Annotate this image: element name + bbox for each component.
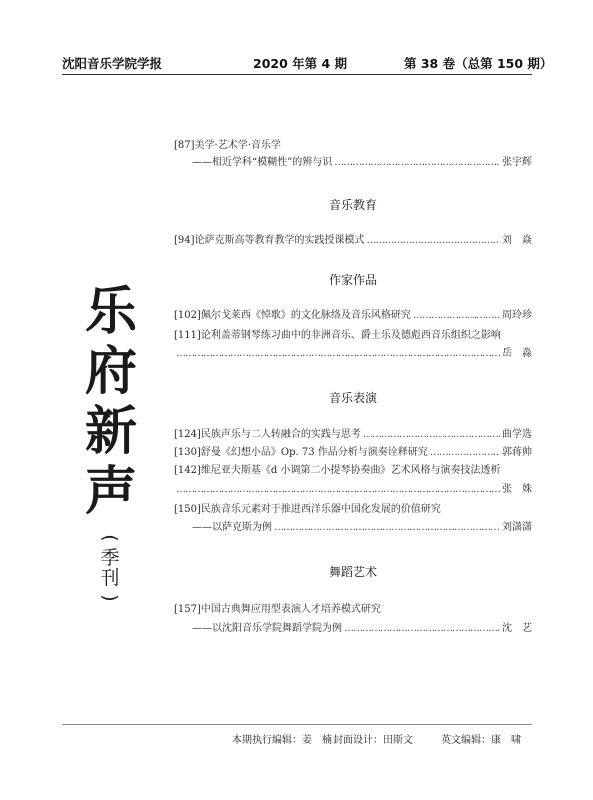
entry-subtitle: ——相近学科“模糊性”的辨与识 bbox=[192, 157, 333, 168]
header-rule bbox=[62, 74, 532, 75]
entry-title: 论萨克斯高等教育教学的实践授课模式 bbox=[194, 235, 365, 246]
section-heading: 音乐教育 bbox=[328, 198, 377, 212]
toc-entry[interactable] bbox=[174, 326, 532, 342]
vertical-title-char: 府 bbox=[84, 342, 137, 402]
toc-entry-continuation[interactable] bbox=[174, 344, 532, 360]
volume-label: 第 38 卷（总第 150 期） bbox=[404, 56, 553, 71]
entry-title: 维尼亚夫斯基《d 小调第二小提琴协奏曲》艺术风格与演奏技法透析 bbox=[200, 465, 501, 476]
entry-author: 周玲珍 bbox=[502, 310, 532, 321]
subtitle-char: 刊 bbox=[100, 567, 120, 589]
section-heading: 作家作品 bbox=[328, 273, 377, 287]
subtitle-char: 季 bbox=[100, 547, 120, 569]
leader-dots bbox=[334, 157, 500, 168]
entry-title: 民族声乐与二人转融合的实践与思考 bbox=[200, 429, 361, 440]
leader-dots bbox=[413, 310, 500, 321]
entry-subtitle: ——以沈阳音乐学院舞蹈学院为例 bbox=[192, 623, 342, 634]
entry-number: [102] bbox=[174, 310, 201, 321]
entry-title: 佩尔戈莱西《悼歌》的文化脉络及音乐风格研究 bbox=[200, 310, 411, 321]
toc-entry[interactable] bbox=[174, 500, 532, 516]
toc-entry-continuation[interactable] bbox=[174, 480, 532, 496]
entry-author: 张宇辉 bbox=[502, 157, 532, 168]
entry-author: 郭蒋帅 bbox=[502, 447, 532, 458]
entry-title: 论利盖蒂钢琴练习曲中的非洲音乐、爵士乐及德彪西音乐组织之影响 bbox=[200, 330, 501, 341]
toc-entry[interactable] bbox=[174, 306, 532, 322]
toc-entry[interactable] bbox=[174, 461, 532, 477]
leader-dots bbox=[274, 522, 500, 533]
entry-number: [130] bbox=[174, 447, 201, 458]
leader-dots bbox=[367, 235, 500, 246]
cover-design-credit: 封面设计：田斯文 bbox=[333, 735, 413, 746]
entry-author: 岳 淼 bbox=[502, 348, 532, 359]
english-editor-credit: 英文编辑：康 啸 bbox=[441, 735, 521, 746]
vertical-title-char: 声 bbox=[84, 462, 137, 522]
leader-dots bbox=[344, 623, 500, 634]
leader-dots bbox=[430, 447, 500, 458]
entry-author: 刘潇潇 bbox=[502, 522, 532, 533]
toc-entry-continuation[interactable] bbox=[174, 153, 532, 169]
section-heading: 舞蹈艺术 bbox=[328, 565, 377, 579]
entry-title: 中国古典舞应用型表演人才培养模式研究 bbox=[200, 604, 381, 615]
entry-author: 沈 艺 bbox=[502, 623, 532, 634]
entry-number: [87] bbox=[174, 140, 195, 151]
toc-entry[interactable] bbox=[174, 443, 532, 459]
vertical-subtitle bbox=[90, 528, 130, 608]
entry-number: [124] bbox=[174, 429, 201, 440]
subtitle-paren-open: ( bbox=[99, 534, 121, 542]
entry-number: [94] bbox=[174, 235, 195, 246]
toc-entry[interactable] bbox=[174, 425, 532, 441]
issue-label: 2020 年第 4 期 bbox=[253, 56, 348, 71]
leader-dots bbox=[363, 429, 500, 440]
entry-author: 刘 焱 bbox=[502, 235, 532, 246]
entry-subtitle: ——以萨克斯为例 bbox=[192, 522, 272, 533]
journal-name: 沈阳音乐学院学报 bbox=[62, 56, 163, 71]
footer-rule bbox=[62, 724, 532, 725]
toc-entry[interactable] bbox=[174, 600, 532, 616]
entry-number: [142] bbox=[174, 465, 201, 476]
toc-entry[interactable] bbox=[174, 136, 532, 152]
leader-dots bbox=[176, 348, 500, 359]
toc-entry-continuation[interactable] bbox=[174, 619, 532, 635]
toc-entry[interactable] bbox=[174, 231, 532, 247]
section-heading: 音乐表演 bbox=[328, 391, 377, 405]
entry-number: [150] bbox=[174, 504, 201, 515]
vertical-title-char: 乐 bbox=[84, 282, 137, 342]
entry-number: [157] bbox=[174, 604, 201, 615]
entry-title: 民族音乐元素对于推进西洋乐器中国化发展的价值研究 bbox=[200, 504, 441, 515]
executive-editor-credit: 本期执行编辑：姜 楠 bbox=[232, 735, 332, 746]
entry-author: 曲学选 bbox=[502, 429, 532, 440]
subtitle-paren-close: ) bbox=[99, 594, 121, 602]
entry-author: 张 姝 bbox=[502, 484, 532, 495]
entry-title: 舒曼《幻想小品》Op. 73 作品分析与演奏诠释研究 bbox=[200, 447, 428, 458]
leader-dots bbox=[176, 484, 500, 495]
entry-title: 美学·艺术学·音乐学 bbox=[194, 140, 281, 151]
vertical-title-char: 新 bbox=[84, 402, 137, 462]
toc-entry-continuation[interactable] bbox=[174, 518, 532, 534]
entry-number: [111] bbox=[174, 330, 201, 341]
